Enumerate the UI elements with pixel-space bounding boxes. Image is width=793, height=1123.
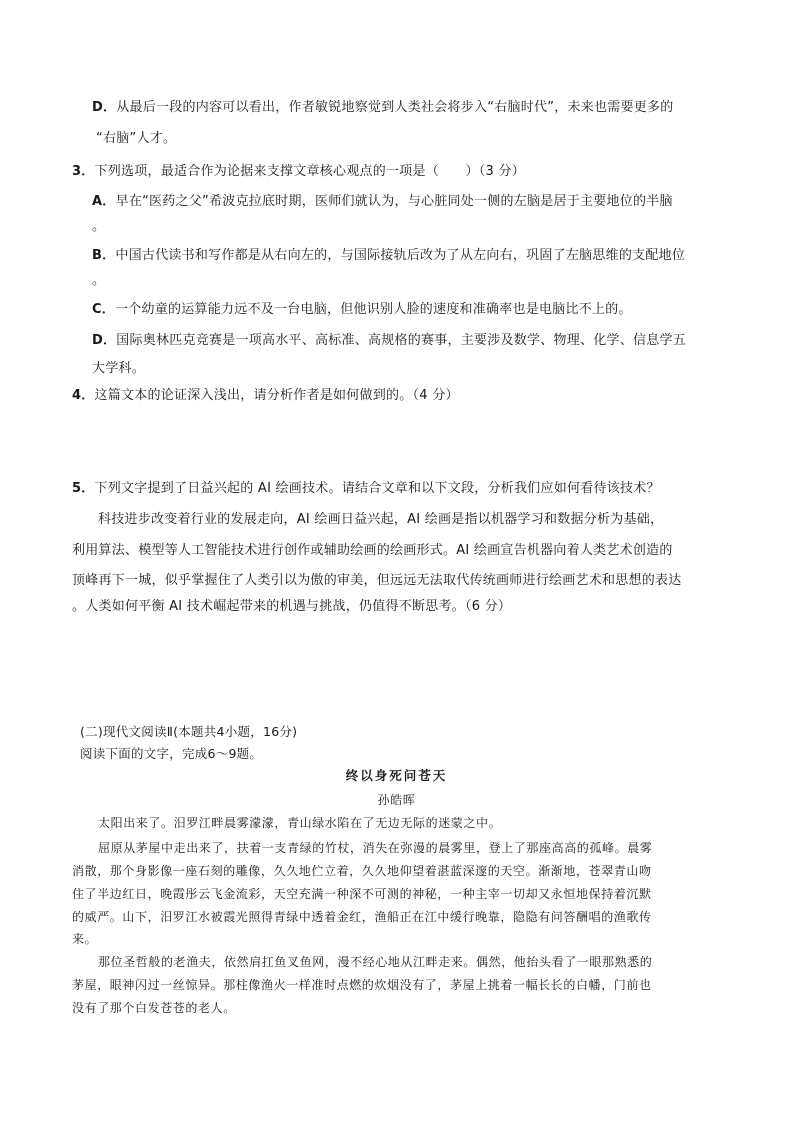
passage-line: 利用算法、模型等人工智能技术进行创作或辅助绘画的绘画形式。AI 绘画宣告机器向着人类艺术创造的 <box>72 543 673 558</box>
paragraph-line: 茅屋，眼神闪过一丝惊异。那柱像渔火一样准时点燃的炊烟没有了，茅屋上挑着一幅长长的白幡，门前也 <box>72 978 652 992</box>
question-stem: 下列选项，最适合作为论据来支撑文章核心观点的一项是（ ）（3 分） <box>94 164 525 179</box>
article-author: 孙皓晖 <box>377 793 416 807</box>
paragraph-line: 的威严。山下，汨罗江水被霞光照得青绿中透着金红，渔船正在江中缓行晚靠，隐隐有问答酬唱的渔歌传 <box>72 910 652 924</box>
section-heading: (二)现代文阅读Ⅱ(本题共4小题，16分) <box>80 724 298 739</box>
option-b-text: 中国古代读书和写作都是从右向左的，与国际接轨后改为了从左向右，巩固了左脑思维的支配地位 <box>115 248 686 263</box>
option-b-continuation: 。 <box>92 273 106 288</box>
question-number: 5． <box>72 481 95 496</box>
option-d-label: D． <box>92 333 117 348</box>
option-a-continuation: 。 <box>92 219 106 234</box>
article-title: 终以身死问苍天 <box>345 768 448 783</box>
section-instruction: 阅读下面的文字，完成6～9题。 <box>80 746 263 761</box>
paragraph-line: 住了半边红日，晚霞彤云飞金流彩，天空充满一种深不可测的神秘，一种主宰一切却又永恒地保持着沉默 <box>72 887 652 901</box>
question-stem: 这篇文本的论证深入浅出，请分析作者是如何做到的。（4 分） <box>94 388 459 403</box>
option-b-label: B． <box>92 248 116 263</box>
passage-line: 顶峰再下一城，似乎掌握住了人类引以为傲的审美，但远远无法取代传统画师进行绘画艺术和思想的表达 <box>72 573 682 588</box>
option-a-label: A． <box>92 194 116 209</box>
paragraph-line: 来。 <box>72 932 98 946</box>
option-label: D． <box>92 100 117 115</box>
option-d-continuation: 大学科。 <box>92 361 146 376</box>
option-d-text: 国际奥林匹克竞赛是一项高水平、高标准、高规格的赛事，主要涉及数学、物理、化学、信息学五 <box>116 333 687 348</box>
passage-line: 。人类如何平衡 AI 技术崛起带来的机遇与挑战，仍值得不断思考。（6 分） <box>72 599 512 614</box>
question-number: 4． <box>72 388 95 403</box>
paragraph-line: 消散，那个身影像一座石刻的雕像，久久地伫立着，久久地仰望着湛蓝深邃的天空。渐渐地，苍翠青山吻 <box>72 864 652 878</box>
paragraph-line: 太阳出来了。汨罗江畔晨雾濛濛，青山绿水陷在了无边无际的迷蒙之中。 <box>98 816 502 830</box>
paragraph-line: 那位圣哲般的老渔夫，依然肩扛鱼叉鱼网，漫不经心地从江畔走来。偶然，他抬头看了一眼那熟悉的 <box>98 955 653 969</box>
option-a-text: 早在“医药之父”希波克拉底时期，医师们就认为，与心脏同处一侧的左脑是居于主要地位的半脑 <box>115 194 673 209</box>
paragraph-line: 屈原从茅屋中走出来了，扶着一支青绿的竹杖，消失在弥漫的晨雾里，登上了那座高高的孤峰。晨雾 <box>98 841 653 855</box>
passage-line: 科技进步改变着行业的发展走向，AI 绘画日益兴起，AI 绘画是指以机器学习和数据分析为基础， <box>98 512 664 527</box>
option-continuation: “右脑”人才。 <box>96 131 177 146</box>
option-c-text: 一个幼童的运算能力远不及一台电脑，但他识别人脸的速度和准确率也是电脑比不上的。 <box>115 302 632 317</box>
question-number: 3． <box>72 164 95 179</box>
option-text: 从最后一段的内容可以看出，作者敏锐地察觉到人类社会将步入“右脑时代”，未来也需要更多的 <box>116 100 674 115</box>
paragraph-line: 没有了那个白发苍苍的老人。 <box>72 1001 236 1015</box>
question-stem: 下列文字提到了日益兴起的 AI 绘画技术。请结合文章和以下文段，分析我们应如何看待该技术？ <box>94 481 660 496</box>
option-c-label: C． <box>92 302 116 317</box>
